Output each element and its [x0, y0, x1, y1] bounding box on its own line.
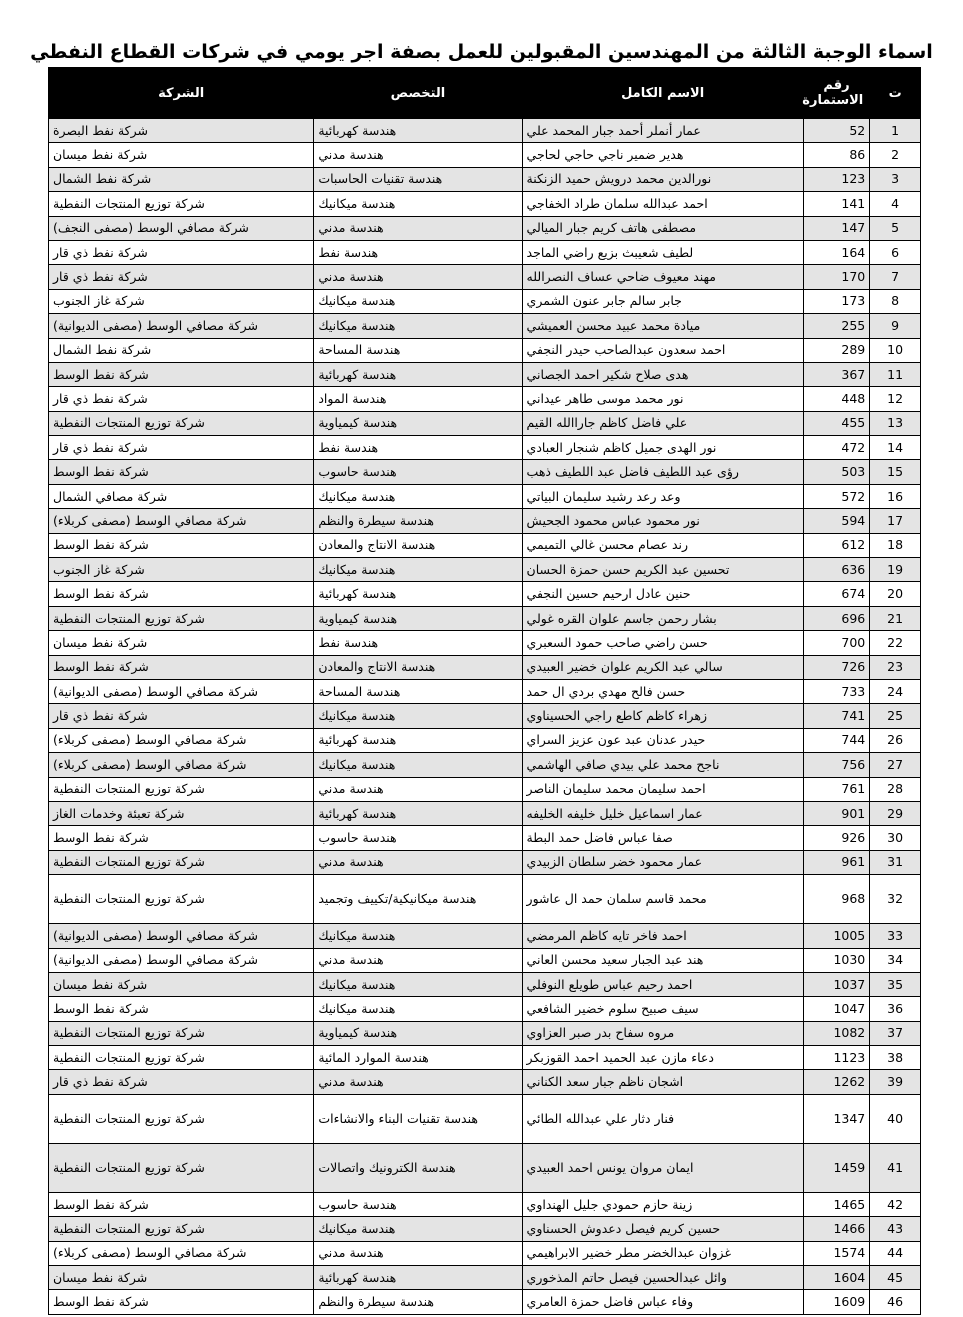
- specialty: هندسة تقنيات البناء والانشاءات: [314, 1094, 522, 1143]
- form-number: 255: [803, 314, 870, 338]
- header-form-number: رقم الاستمارة: [803, 68, 870, 119]
- table-row: [49, 1070, 921, 1094]
- specialty: هندسة حاسوب: [314, 1192, 522, 1216]
- specialty: هندسة ميكانيك: [314, 997, 522, 1021]
- table-row: [49, 1266, 921, 1290]
- table-row: [49, 997, 921, 1021]
- row-index: 21: [870, 606, 921, 630]
- row-index: 12: [870, 387, 921, 411]
- specialty: هندسة كيمياوية: [314, 1021, 522, 1045]
- row-index: 14: [870, 436, 921, 460]
- row-index: 24: [870, 679, 921, 703]
- table-row: [49, 167, 921, 191]
- full-name: نور محمد موسى طاهر عيداني: [522, 387, 803, 411]
- specialty: هندسة المساحة: [314, 679, 522, 703]
- header-company: الشركة: [49, 68, 314, 119]
- full-name: علي فاضل كاظم جاراالله القيم: [522, 411, 803, 435]
- engineers-table: [48, 67, 921, 1315]
- table-row: [49, 606, 921, 630]
- form-number: 901: [803, 801, 870, 825]
- form-number: 926: [803, 826, 870, 850]
- table-row: [49, 240, 921, 264]
- full-name: زينة حازم حمودي جليل الهنداوي: [522, 1192, 803, 1216]
- company: شركة نفط ميسان: [49, 143, 314, 167]
- company: شركة مصافي الوسط (مصفى كربلاء): [49, 753, 314, 777]
- table-row: [49, 582, 921, 606]
- company: شركة نفط الوسط: [49, 1192, 314, 1216]
- row-index: 39: [870, 1070, 921, 1094]
- specialty: هندسة كهربائية: [314, 582, 522, 606]
- specialty: هندسة مدني: [314, 777, 522, 801]
- full-name: غزوان عبدالخضر مطر خضير الابراهيمي: [522, 1241, 803, 1265]
- full-name: بشار رحمن جاسم علوان القره غولي: [522, 606, 803, 630]
- form-number: 472: [803, 436, 870, 460]
- row-index: 4: [870, 192, 921, 216]
- table-row: [49, 777, 921, 801]
- specialty: هندسة كهربائية: [314, 728, 522, 752]
- company: شركة مصافي الوسط (مصفى الديوانية): [49, 948, 314, 972]
- specialty: هندسة سيطرة والنظم: [314, 509, 522, 533]
- form-number: 141: [803, 192, 870, 216]
- row-index: 11: [870, 362, 921, 386]
- full-name: حسن فالح مهدي بردي ال حمد: [522, 679, 803, 703]
- form-number: 1604: [803, 1266, 870, 1290]
- full-name: عمار اسماعيل خليل خليفه الخليفه: [522, 801, 803, 825]
- row-index: 28: [870, 777, 921, 801]
- full-name: احمد رحيم عباس طويلع النوفلي: [522, 972, 803, 996]
- table-row: [49, 1217, 921, 1241]
- table-row: [49, 265, 921, 289]
- row-index: 1: [870, 119, 921, 143]
- full-name: حسين كريم فيصل دعدوش الحسناوي: [522, 1217, 803, 1241]
- specialty: هندسة مدني: [314, 1241, 522, 1265]
- form-number: 86: [803, 143, 870, 167]
- full-name: نور الهدى جميل كاظم شنجار العبادي: [522, 436, 803, 460]
- full-name: هدى صلاح شكير احمد الجصاني: [522, 362, 803, 386]
- form-number: 572: [803, 484, 870, 508]
- row-index: 42: [870, 1192, 921, 1216]
- table-row: [49, 314, 921, 338]
- company: شركة مصافي الوسط (مصفى الديوانية): [49, 924, 314, 948]
- table-row: [49, 533, 921, 557]
- row-index: 40: [870, 1094, 921, 1143]
- row-index: 19: [870, 558, 921, 582]
- table-row: [49, 1046, 921, 1070]
- specialty: هندسة ميكانيك: [314, 314, 522, 338]
- row-index: 45: [870, 1266, 921, 1290]
- company: شركة توزيع المنتجات النفطية: [49, 1143, 314, 1192]
- specialty: هندسة ميكانيك: [314, 924, 522, 948]
- form-number: 726: [803, 655, 870, 679]
- company: شركة توزيع المنتجات النفطية: [49, 875, 314, 924]
- company: شركة توزيع المنتجات النفطية: [49, 850, 314, 874]
- form-number: 756: [803, 753, 870, 777]
- company: شركة نفط الوسط: [49, 460, 314, 484]
- row-index: 25: [870, 704, 921, 728]
- form-number: 147: [803, 216, 870, 240]
- row-index: 31: [870, 850, 921, 874]
- specialty: هندسة نفط: [314, 436, 522, 460]
- table-row: [49, 1143, 921, 1192]
- table-row: [49, 631, 921, 655]
- row-index: 6: [870, 240, 921, 264]
- full-name: حنين عادل ارحيم حسين النجفي: [522, 582, 803, 606]
- specialty: هندسة كيمياوية: [314, 606, 522, 630]
- form-number: 1262: [803, 1070, 870, 1094]
- form-number: 733: [803, 679, 870, 703]
- form-number: 961: [803, 850, 870, 874]
- form-number: 612: [803, 533, 870, 557]
- table-row: [49, 289, 921, 313]
- row-index: 29: [870, 801, 921, 825]
- row-index: 18: [870, 533, 921, 557]
- row-index: 46: [870, 1290, 921, 1314]
- table-row: [49, 411, 921, 435]
- header-specialty: التخصص: [314, 68, 522, 119]
- full-name: زهراء كاظم كاطع راجي الحسيناوي: [522, 704, 803, 728]
- full-name: محمد قاسم سلمان حمد ال عاشور: [522, 875, 803, 924]
- table-row: [49, 728, 921, 752]
- row-index: 41: [870, 1143, 921, 1192]
- company: شركة غاز الجنوب: [49, 289, 314, 313]
- table-row: [49, 509, 921, 533]
- specialty: هندسة نفط: [314, 240, 522, 264]
- full-name: احمد سعدون عبدالصاحب حيدر النجفي: [522, 338, 803, 362]
- table-row: [49, 436, 921, 460]
- form-number: 455: [803, 411, 870, 435]
- company: شركة نفط الوسط: [49, 655, 314, 679]
- table-row: [49, 119, 921, 143]
- specialty: هندسة مدني: [314, 1070, 522, 1094]
- company: شركة غاز الجنوب: [49, 558, 314, 582]
- full-name: وعد رعد رشيد سليمان البياتي: [522, 484, 803, 508]
- row-index: 23: [870, 655, 921, 679]
- row-index: 26: [870, 728, 921, 752]
- company: شركة نفط الوسط: [49, 362, 314, 386]
- form-number: 741: [803, 704, 870, 728]
- form-number: 1465: [803, 1192, 870, 1216]
- row-index: 13: [870, 411, 921, 435]
- form-number: 636: [803, 558, 870, 582]
- row-index: 34: [870, 948, 921, 972]
- company: شركة نفط الشمال: [49, 338, 314, 362]
- company: شركة توزيع المنتجات النفطية: [49, 777, 314, 801]
- specialty: هندسة كهربائية: [314, 119, 522, 143]
- full-name: نورالدين محمد درويش حميد الزنكنة: [522, 167, 803, 191]
- company: شركة نفط ميسان: [49, 631, 314, 655]
- specialty: هندسة مدني: [314, 143, 522, 167]
- form-number: 448: [803, 387, 870, 411]
- full-name: جابر سالم جابر عنون الشمري: [522, 289, 803, 313]
- form-number: 594: [803, 509, 870, 533]
- company: شركة توزيع المنتجات النفطية: [49, 1021, 314, 1045]
- row-index: 15: [870, 460, 921, 484]
- form-number: 173: [803, 289, 870, 313]
- specialty: هندسة حاسوب: [314, 460, 522, 484]
- specialty: هندسة مدني: [314, 850, 522, 874]
- full-name: احمد عبدالله سلمان طراد الخفاجي: [522, 192, 803, 216]
- company: شركة نفط الوسط: [49, 582, 314, 606]
- header-index: ت: [870, 68, 921, 119]
- form-number: 289: [803, 338, 870, 362]
- table-row: [49, 143, 921, 167]
- table-row: [49, 1290, 921, 1314]
- form-number: 123: [803, 167, 870, 191]
- form-number: 968: [803, 875, 870, 924]
- row-index: 22: [870, 631, 921, 655]
- company: شركة مصافي الوسط (مصفى الديوانية): [49, 314, 314, 338]
- specialty: هندسة تقنيات الحاسبات: [314, 167, 522, 191]
- table-row: [49, 704, 921, 728]
- row-index: 3: [870, 167, 921, 191]
- form-number: 744: [803, 728, 870, 752]
- form-number: 1037: [803, 972, 870, 996]
- table-header-row: [49, 68, 921, 119]
- page-title: اسماء الوجبة الثالثة من المهندسين المقبولين للعمل بصفة اجر يومي في شركات القطاع النفطي: [30, 41, 933, 63]
- company: شركة نفط الشمال: [49, 167, 314, 191]
- company: شركة نفط الوسط: [49, 997, 314, 1021]
- company: شركة نفط ميسان: [49, 1266, 314, 1290]
- specialty: هندسة المواد: [314, 387, 522, 411]
- company: شركة نفط ذي قار: [49, 436, 314, 460]
- company: شركة توزيع المنتجات النفطية: [49, 606, 314, 630]
- row-index: 17: [870, 509, 921, 533]
- row-index: 30: [870, 826, 921, 850]
- row-index: 33: [870, 924, 921, 948]
- row-index: 37: [870, 1021, 921, 1045]
- form-number: 1123: [803, 1046, 870, 1070]
- row-index: 16: [870, 484, 921, 508]
- row-index: 43: [870, 1217, 921, 1241]
- specialty: هندسة الكترونيك واتصالات: [314, 1143, 522, 1192]
- company: شركة توزيع المنتجات النفطية: [49, 1217, 314, 1241]
- specialty: هندسة الانتاج والمعادن: [314, 655, 522, 679]
- company: شركة توزيع المنتجات النفطية: [49, 1094, 314, 1143]
- header-full-name: الاسم الكامل: [522, 68, 803, 119]
- full-name: حيدر عدنان عبد عون عزيز السراي: [522, 728, 803, 752]
- full-name: وائل عبدالحسين فيصل حاتم المذخوري: [522, 1266, 803, 1290]
- specialty: هندسة كهربائية: [314, 1266, 522, 1290]
- company: شركة مصافي الوسط (مصفى كربلاء): [49, 728, 314, 752]
- company: شركة مصافي الوسط (مصفى كربلاء): [49, 509, 314, 533]
- company: شركة تعبئة وخدمات الغاز: [49, 801, 314, 825]
- specialty: هندسة ميكانيك: [314, 972, 522, 996]
- specialty: هندسة ميكانيك: [314, 484, 522, 508]
- specialty: هندسة مدني: [314, 948, 522, 972]
- full-name: هند عبد الجبار سعيد محسن العاني: [522, 948, 803, 972]
- full-name: احمد فاخر تايه كاظم المرمضي: [522, 924, 803, 948]
- row-index: 35: [870, 972, 921, 996]
- full-name: اشجان ناظم جبار سعد الكناني: [522, 1070, 803, 1094]
- table-row: [49, 1192, 921, 1216]
- company: شركة توزيع المنتجات النفطية: [49, 411, 314, 435]
- table-row: [49, 387, 921, 411]
- specialty: هندسة ميكانيك: [314, 753, 522, 777]
- table-row: [49, 362, 921, 386]
- table-row: [49, 558, 921, 582]
- full-name: صفا عباس فاضل حمد البطة: [522, 826, 803, 850]
- full-name: عمار أنملر أحمد جبار المحمد علي: [522, 119, 803, 143]
- form-number: 1459: [803, 1143, 870, 1192]
- company: شركة مصافي الوسط (مصفى كربلاء): [49, 1241, 314, 1265]
- company: شركة مصافي الوسط (مصفى النجف): [49, 216, 314, 240]
- specialty: هندسة ميكانيك: [314, 704, 522, 728]
- specialty: هندسة مدني: [314, 265, 522, 289]
- table-row: [49, 801, 921, 825]
- row-index: 32: [870, 875, 921, 924]
- specialty: هندسة المساحة: [314, 338, 522, 362]
- table-row: [49, 753, 921, 777]
- full-name: حسن راضي صاحب حمود السعبري: [522, 631, 803, 655]
- table-row: [49, 655, 921, 679]
- form-number: 1609: [803, 1290, 870, 1314]
- form-number: 503: [803, 460, 870, 484]
- row-index: 5: [870, 216, 921, 240]
- full-name: رند عصام محسن غالي التميمي: [522, 533, 803, 557]
- full-name: احمد سليمان محمد سليمان الناصر: [522, 777, 803, 801]
- full-name: رؤى عبد اللطيف فاضل عبد اللطيف ذهب: [522, 460, 803, 484]
- table-row: [49, 924, 921, 948]
- full-name: مروه سفاح بدر صبر العزاوي: [522, 1021, 803, 1045]
- form-number: 52: [803, 119, 870, 143]
- row-index: 8: [870, 289, 921, 313]
- full-name: مصطفى هاتف كريم جبار الميالي: [522, 216, 803, 240]
- full-name: سيف صبيح سلوم خضير الشافعي: [522, 997, 803, 1021]
- full-name: عمار محمود خضر سلطان الزبيدي: [522, 850, 803, 874]
- table-row: [49, 679, 921, 703]
- specialty: هندسة ميكانيك: [314, 1217, 522, 1241]
- specialty: هندسة نفط: [314, 631, 522, 655]
- specialty: هندسة الموارد المائية: [314, 1046, 522, 1070]
- full-name: تحسين عبد الكريم حسن حمزة الحسان: [522, 558, 803, 582]
- table-row: [49, 484, 921, 508]
- row-index: 20: [870, 582, 921, 606]
- form-number: 367: [803, 362, 870, 386]
- form-number: 1082: [803, 1021, 870, 1045]
- form-number: 170: [803, 265, 870, 289]
- row-index: 44: [870, 1241, 921, 1265]
- full-name: ميادة محمد عبيد محسن العميشي: [522, 314, 803, 338]
- specialty: هندسة ميكانيك: [314, 192, 522, 216]
- full-name: لطيف شعيبث بزيع راضي الماجد: [522, 240, 803, 264]
- specialty: هندسة ميكانيك: [314, 289, 522, 313]
- row-index: 7: [870, 265, 921, 289]
- row-index: 10: [870, 338, 921, 362]
- specialty: هندسة مدني: [314, 216, 522, 240]
- table-row: [49, 826, 921, 850]
- table-row: [49, 338, 921, 362]
- full-name: مهند معيوف ضاحي عساف النصرالله: [522, 265, 803, 289]
- company: شركة نفط البصرة: [49, 119, 314, 143]
- form-number: 1466: [803, 1217, 870, 1241]
- specialty: هندسة ميكانيكية/تكييف وتجميد: [314, 875, 522, 924]
- specialty: هندسة كهربائية: [314, 362, 522, 386]
- full-name: دعاء مازن عبد الحميد احمد القوزبكر: [522, 1046, 803, 1070]
- specialty: هندسة ميكانيك: [314, 558, 522, 582]
- full-name: ناجح محمد علي بيدي صافي الهاشمي: [522, 753, 803, 777]
- row-index: 2: [870, 143, 921, 167]
- full-name: نور محمود عباس محمود الجحيش: [522, 509, 803, 533]
- table-row: [49, 192, 921, 216]
- company: شركة نفط الوسط: [49, 533, 314, 557]
- company: شركة توزيع المنتجات النفطية: [49, 1046, 314, 1070]
- specialty: هندسة الانتاج والمعادن: [314, 533, 522, 557]
- table-row: [49, 1241, 921, 1265]
- full-name: سالي عبد الكريم علوان خضير العبيدي: [522, 655, 803, 679]
- full-name: فنار دثار علي عبدالله الطائي: [522, 1094, 803, 1143]
- row-index: 27: [870, 753, 921, 777]
- company: شركة نفط ذي قار: [49, 265, 314, 289]
- full-name: هدير ضمير ناجي حاجي لحاجي: [522, 143, 803, 167]
- specialty: هندسة كهربائية: [314, 801, 522, 825]
- row-index: 36: [870, 997, 921, 1021]
- company: شركة مصافي الشمال: [49, 484, 314, 508]
- company: شركة نفط ميسان: [49, 972, 314, 996]
- row-index: 38: [870, 1046, 921, 1070]
- form-number: 696: [803, 606, 870, 630]
- table-row: [49, 850, 921, 874]
- table-row: [49, 216, 921, 240]
- company: شركة نفط الوسط: [49, 1290, 314, 1314]
- table-row: [49, 1021, 921, 1045]
- specialty: هندسة سيطرة والنظم: [314, 1290, 522, 1314]
- company: شركة توزيع المنتجات النفطية: [49, 192, 314, 216]
- table-row: [49, 875, 921, 924]
- company: شركة نفط الوسط: [49, 826, 314, 850]
- table-row: [49, 972, 921, 996]
- table-row: [49, 1094, 921, 1143]
- form-number: 1047: [803, 997, 870, 1021]
- company: شركة مصافي الوسط (مصفى الديوانية): [49, 679, 314, 703]
- specialty: هندسة كيمياوية: [314, 411, 522, 435]
- table-body: [49, 119, 921, 1315]
- form-number: 1030: [803, 948, 870, 972]
- company: شركة نفط ذي قار: [49, 1070, 314, 1094]
- full-name: وفاء عباس فاضل حمزة العامري: [522, 1290, 803, 1314]
- company: شركة نفط ذي قار: [49, 387, 314, 411]
- row-index: 9: [870, 314, 921, 338]
- company: شركة نفط ذي قار: [49, 704, 314, 728]
- full-name: ايمان مروان يونس احمد العبيدي: [522, 1143, 803, 1192]
- form-number: 1005: [803, 924, 870, 948]
- specialty: هندسة حاسوب: [314, 826, 522, 850]
- form-number: 674: [803, 582, 870, 606]
- form-number: 1574: [803, 1241, 870, 1265]
- table-row: [49, 948, 921, 972]
- table-row: [49, 460, 921, 484]
- form-number: 1347: [803, 1094, 870, 1143]
- form-number: 761: [803, 777, 870, 801]
- form-number: 164: [803, 240, 870, 264]
- company: شركة نفط ذي قار: [49, 240, 314, 264]
- form-number: 700: [803, 631, 870, 655]
